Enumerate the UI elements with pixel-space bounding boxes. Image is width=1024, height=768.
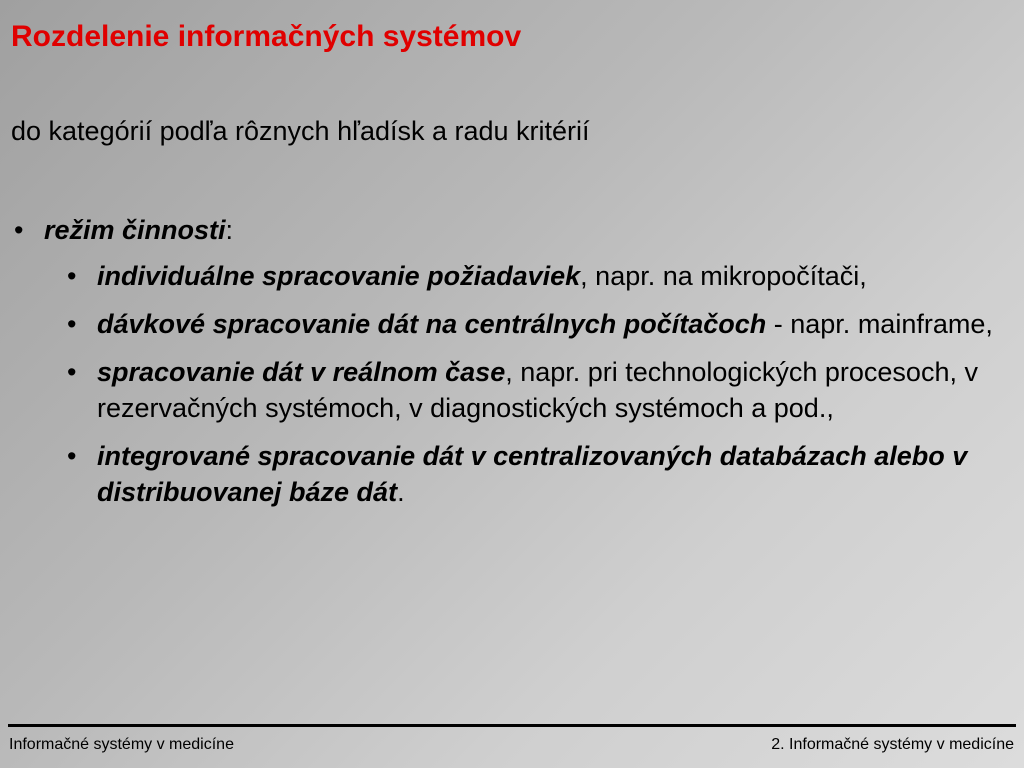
slide-content bbox=[0, 212, 1024, 522]
main-bullet-item bbox=[0, 212, 1024, 248]
sub-bullet-text: , napr. na mikropočítači, bbox=[580, 261, 867, 291]
main-bullet-suffix: : bbox=[225, 215, 234, 245]
sub-bullet-item bbox=[0, 258, 1024, 294]
sub-bullet-emphasis: spracovanie dát v reálnom čase bbox=[97, 357, 506, 387]
main-bullet-label: režim činnosti bbox=[44, 215, 226, 245]
sub-bullet-emphasis: dávkové spracovanie dát na centrálnych počítačoch bbox=[97, 309, 767, 339]
sub-bullet-item bbox=[0, 306, 1024, 342]
sub-bullet-emphasis: individuálne spracovanie požiadaviek bbox=[97, 261, 581, 291]
bullet-icon: • bbox=[67, 441, 77, 471]
slide-title: Rozdelenie informačných systémov bbox=[11, 20, 522, 53]
sub-bullet-text: . bbox=[397, 477, 405, 507]
slide-subtitle: do kategórií podľa rôznych hľadísk a radu kritérií bbox=[11, 116, 590, 146]
sub-bullet-text: - napr. mainframe, bbox=[766, 309, 993, 339]
sub-bullet-item bbox=[0, 438, 1024, 510]
sub-bullet-emphasis: integrované spracovanie dát v centralizovaných databázach alebo v distribuovanej báze dát bbox=[97, 441, 968, 507]
footer-divider bbox=[8, 724, 1016, 727]
bullet-icon: • bbox=[67, 309, 77, 339]
footer-left-text: Informačné systémy v medicíne bbox=[9, 736, 234, 753]
bullet-icon: • bbox=[14, 215, 24, 245]
bullet-icon: • bbox=[67, 357, 77, 387]
sub-bullet-text: , napr. pri technologických procesoch, v rezervačných systémoch, v diagnostických systémoch a pod., bbox=[97, 357, 978, 423]
bullet-icon: • bbox=[67, 261, 77, 291]
footer-right-text: 2. Informačné systémy v medicíne bbox=[771, 736, 1014, 753]
sub-bullet-item bbox=[0, 354, 1024, 426]
